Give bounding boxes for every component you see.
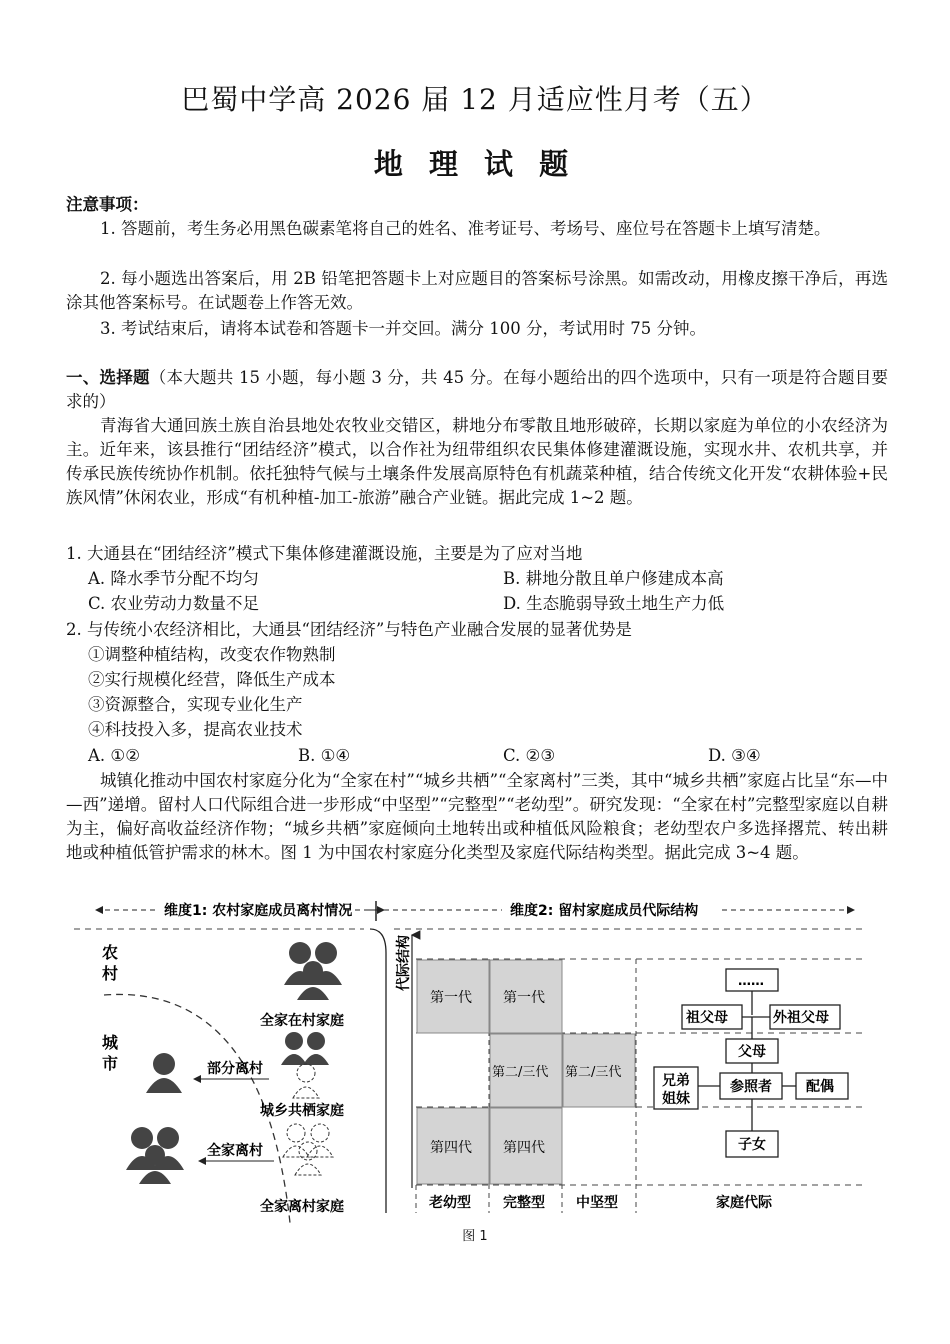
type-core: 中坚型: [576, 1195, 618, 1211]
q1-option-a: A. 降水季节分配不均匀: [88, 569, 259, 588]
person-in-city-icon: [146, 1053, 182, 1093]
tree-siblings-2: 姐妹: [662, 1091, 690, 1107]
type-old-young: 老幼型: [429, 1195, 471, 1211]
passage-1: 青海省大通回族土族自治县地处农牧业交错区，耕地分布零散且地形破碎，长期以家庭为单位的小农经济为主。近年来，该县推行“团结经济”模式，以合作社为纽带组织农民集体修建灌溉设施，实现水井、农机共享，并传承民族传统协作机制。依托独特气候与土壤条件发展高原特色有机蔬菜种植，结合传统文化开发“农耕体验+民族风情”休闲农业，形成“有机种植-加工-旅游”融合产业链。据此完成 1~2 题。: [66, 416, 888, 507]
notice-item: 3. 考试结束后，请将本试卷和答题卡一并交回。满分 100 分，考试用时 75 分钟。: [100, 319, 706, 338]
passage-2: 城镇化推动中国农村家庭分化为“全家在村”“城乡共栖”“全家离村”三类，其中“城乡共栖”家庭占比呈“东—中—西”递增。留村人口代际组合进一步形成“中坚型”“完整型”“老幼型”。研究发现：“全家在村”完整型家庭以自耕为主，偏好高收益经济作物；“城乡共栖”家庭倾向土地转出或种植低风险粮食；老幼型农户多选择撂荒、转出耕地或种植低管护需求的林木。图 1 为中国农村家庭分化类型及家庭代际结构类型。据此完成 3~4 题。: [66, 771, 888, 862]
figure-1: [64, 893, 890, 1223]
q2-statement: ③资源整合，实现专业化生产: [88, 695, 303, 714]
exam-title: 巴蜀中学高 2026 届 12 月适应性月考（五）: [181, 83, 769, 116]
question-2-stem: 2. 与传统小农经济相比，大通县“团结经济”与特色产业融合发展的显著优势是: [66, 620, 632, 639]
rural-label-1: 农: [102, 943, 119, 962]
cell-gen1: 第一代: [430, 990, 472, 1006]
tree-parents: 父母: [738, 1044, 766, 1060]
cell-gen23: 第二/三代: [492, 1065, 549, 1080]
tree-top: ……: [738, 974, 764, 989]
dimension-2-label: 维度2: 留村家庭成员代际结构: [510, 903, 699, 919]
q2-option-c: C. ②③: [503, 746, 556, 765]
q2-option-d: D. ③④: [708, 746, 761, 765]
part-leave-label: 部分离村: [207, 1061, 263, 1077]
y-axis-label: 代际结构: [396, 935, 412, 991]
section-heading: [66, 366, 888, 414]
tree-self: 参照者: [730, 1079, 772, 1095]
notice-item: 2. 每小题选出答案后，用 2B 铅笔把答题卡上对应题目的答案标号涂黑。如需改动，用橡皮擦干净后，再选涂其他答案标号。在试题卷上作答无效。: [66, 269, 888, 312]
question-1-stem: 1. 大通县在“团结经济”模式下集体修建灌溉设施，主要是为了应对当地: [66, 544, 583, 563]
subject-title: 地 理 试 题: [373, 147, 577, 181]
urban-label-2: 市: [102, 1054, 119, 1073]
urban-label-1: 城: [102, 1033, 119, 1052]
notice-heading: 注意事项：: [66, 195, 149, 214]
cell-gen1: 第一代: [503, 990, 545, 1006]
q1-option-b: B. 耕地分散且单户修建成本高: [503, 569, 724, 588]
figure-caption: 图 1: [462, 1229, 488, 1244]
all-leave-label: 全家离村: [207, 1143, 263, 1159]
tree-children: 子女: [738, 1137, 766, 1153]
tree-grandparents: 祖父母: [686, 1010, 728, 1026]
cell-gen4: 第四代: [430, 1140, 472, 1156]
family-all-out-icon: [126, 1127, 184, 1184]
q2-statement: ①调整种植结构，改变农作物熟制: [88, 645, 336, 664]
section-intro: （本大题共 15 小题，每小题 3 分，共 45 分。在每小题给出的四个选项中，只有一项是符合题目要求的）: [66, 368, 888, 411]
tree-maternal: 外祖父母: [773, 1010, 829, 1026]
q2-statement: ②实行规模化经营，降低生产成本: [88, 670, 336, 689]
q2-option-b: B. ①④: [298, 746, 351, 765]
tree-siblings-1: 兄弟: [662, 1073, 690, 1089]
type-complete: 完整型: [503, 1195, 545, 1211]
q2-statement: ④科技投入多，提高农业技术: [88, 720, 303, 739]
family-tree: [654, 969, 848, 1157]
family-cohabit-label: 城乡共栖家庭: [260, 1103, 344, 1119]
q1-option-c: C. 农业劳动力数量不足: [88, 594, 260, 613]
section-title: 一、选择题: [66, 368, 150, 387]
type-family-generation: 家庭代际: [716, 1195, 772, 1211]
family-all-out-label: 全家离村家庭: [260, 1199, 344, 1215]
rural-label-2: 村: [102, 964, 119, 983]
family-ghost-icon: [283, 1124, 333, 1175]
family-all-in-icon: [284, 942, 342, 1000]
dimension-1-label: 维度1: 农村家庭成员离村情况: [164, 903, 353, 919]
q1-option-d: D. 生态脆弱导致土地生产力低: [503, 594, 725, 613]
cell-gen4: 第四代: [503, 1140, 545, 1156]
cell-gen23: 第二/三代: [565, 1065, 622, 1080]
family-all-in-label: 全家在村家庭: [260, 1013, 344, 1029]
q2-option-a: A. ①②: [88, 746, 140, 765]
notice-item: 1. 答题前，考生务必用黑色碳素笔将自己的姓名、准考证号、考场号、座位号在答题卡上填写清楚。: [100, 219, 831, 238]
family-cohabit-icon: [281, 1032, 329, 1098]
tree-spouse: 配偶: [806, 1079, 834, 1095]
